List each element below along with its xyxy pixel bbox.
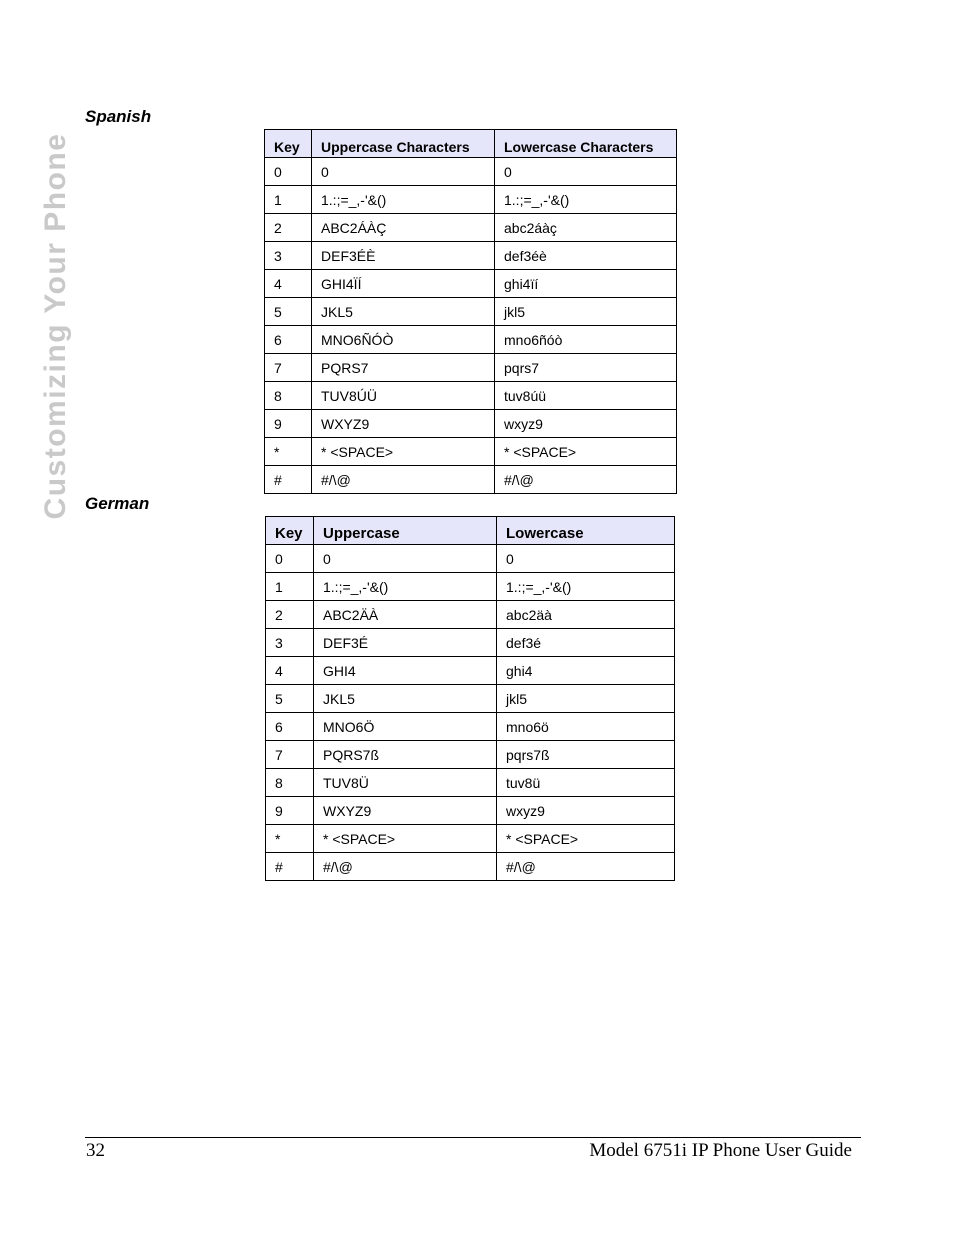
uppercase-cell: PQRS7ß xyxy=(314,741,497,769)
lowercase-cell: abc2áàç xyxy=(495,214,677,242)
uppercase-cell: * <SPACE> xyxy=(314,825,497,853)
uppercase-cell: GHI4ÏÍ xyxy=(312,270,495,298)
chapter-side-tab-label: Customizing Your Phone xyxy=(39,132,72,520)
uppercase-cell: 1.:;=_,-'&() xyxy=(314,573,497,601)
table-row xyxy=(266,573,675,601)
key-cell: 3 xyxy=(265,242,312,270)
table-row xyxy=(265,326,677,354)
table-row xyxy=(265,158,677,186)
uppercase-cell: MNO6ÑÓÒ xyxy=(312,326,495,354)
table-row xyxy=(265,382,677,410)
table-row xyxy=(266,545,675,573)
key-cell: 4 xyxy=(266,657,314,685)
uppercase-cell: #/\@ xyxy=(312,466,495,494)
uppercase-cell: 0 xyxy=(312,158,495,186)
lowercase-cell: ghi4ïí xyxy=(495,270,677,298)
table-row xyxy=(266,769,675,797)
footer-divider xyxy=(85,1137,861,1138)
lowercase-cell: 0 xyxy=(495,158,677,186)
key-cell: # xyxy=(266,853,314,881)
column-header-uppercase: Uppercase Characters xyxy=(312,130,495,158)
uppercase-cell: ABC2ÁÀÇ xyxy=(312,214,495,242)
key-cell: 8 xyxy=(265,382,312,410)
lowercase-cell: mno6ö xyxy=(497,713,675,741)
uppercase-cell: PQRS7 xyxy=(312,354,495,382)
key-cell: 7 xyxy=(265,354,312,382)
table-row xyxy=(266,601,675,629)
key-cell: 6 xyxy=(265,326,312,354)
column-header-lowercase: Lowercase Characters xyxy=(495,130,677,158)
lowercase-cell: 1.:;=_,-'&() xyxy=(495,186,677,214)
lowercase-cell: #/\@ xyxy=(495,466,677,494)
column-header-lowercase: Lowercase xyxy=(497,517,675,545)
key-cell: 1 xyxy=(265,186,312,214)
key-cell: 7 xyxy=(266,741,314,769)
lowercase-cell: * <SPACE> xyxy=(497,825,675,853)
table-header-row xyxy=(266,517,675,545)
lowercase-cell: jkl5 xyxy=(497,685,675,713)
lowercase-cell: #/\@ xyxy=(497,853,675,881)
key-cell: 8 xyxy=(266,769,314,797)
column-header-key: Key xyxy=(266,517,314,545)
uppercase-cell: WXYZ9 xyxy=(314,797,497,825)
key-cell: * xyxy=(266,825,314,853)
uppercase-cell: * <SPACE> xyxy=(312,438,495,466)
column-header-uppercase: Uppercase xyxy=(314,517,497,545)
table-row xyxy=(266,741,675,769)
uppercase-cell: DEF3É xyxy=(314,629,497,657)
uppercase-cell: #/\@ xyxy=(314,853,497,881)
key-cell: 0 xyxy=(266,545,314,573)
key-cell: 6 xyxy=(266,713,314,741)
uppercase-cell: 0 xyxy=(314,545,497,573)
lowercase-cell: wxyz9 xyxy=(497,797,675,825)
key-cell: 5 xyxy=(265,298,312,326)
page-number: 32 xyxy=(86,1140,105,1161)
table-row xyxy=(265,354,677,382)
table-row xyxy=(266,853,675,881)
table-row xyxy=(265,214,677,242)
uppercase-cell: DEF3ÉÈ xyxy=(312,242,495,270)
table-row xyxy=(266,657,675,685)
table-header-row xyxy=(265,130,677,158)
uppercase-cell: GHI4 xyxy=(314,657,497,685)
lowercase-cell: pqrs7ß xyxy=(497,741,675,769)
table-row xyxy=(266,713,675,741)
table-row xyxy=(266,825,675,853)
key-cell: 9 xyxy=(265,410,312,438)
lowercase-cell: mno6ñóò xyxy=(495,326,677,354)
spanish-section-title: Spanish xyxy=(85,107,152,126)
key-cell: 1 xyxy=(266,573,314,601)
key-cell: 5 xyxy=(266,685,314,713)
lowercase-cell: tuv8úü xyxy=(495,382,677,410)
uppercase-cell: WXYZ9 xyxy=(312,410,495,438)
lowercase-cell: wxyz9 xyxy=(495,410,677,438)
table-row xyxy=(266,685,675,713)
lowercase-cell: 0 xyxy=(497,545,675,573)
table-row xyxy=(265,410,677,438)
lowercase-cell: def3éè xyxy=(495,242,677,270)
table-row xyxy=(265,438,677,466)
lowercase-cell: def3é xyxy=(497,629,675,657)
table-row xyxy=(265,298,677,326)
lowercase-cell: ghi4 xyxy=(497,657,675,685)
table-row xyxy=(265,186,677,214)
german-section-title: German xyxy=(85,494,150,513)
lowercase-cell: tuv8ü xyxy=(497,769,675,797)
chapter-side-tab xyxy=(22,108,90,544)
lowercase-cell: 1.:;=_,-'&() xyxy=(497,573,675,601)
lowercase-cell: jkl5 xyxy=(495,298,677,326)
guide-title: Model 6751i IP Phone User Guide xyxy=(589,1140,852,1161)
key-cell: 9 xyxy=(266,797,314,825)
key-cell: 2 xyxy=(265,214,312,242)
key-cell: 2 xyxy=(266,601,314,629)
uppercase-cell: 1.:;=_,-'&() xyxy=(312,186,495,214)
table-row xyxy=(265,466,677,494)
table-row xyxy=(265,242,677,270)
lowercase-cell: pqrs7 xyxy=(495,354,677,382)
german-character-table xyxy=(265,516,675,881)
table-row xyxy=(265,270,677,298)
uppercase-cell: TUV8ÚÜ xyxy=(312,382,495,410)
key-cell: * xyxy=(265,438,312,466)
table-row xyxy=(266,797,675,825)
key-cell: # xyxy=(265,466,312,494)
key-cell: 3 xyxy=(266,629,314,657)
uppercase-cell: TUV8Ü xyxy=(314,769,497,797)
key-cell: 4 xyxy=(265,270,312,298)
uppercase-cell: JKL5 xyxy=(314,685,497,713)
uppercase-cell: JKL5 xyxy=(312,298,495,326)
table-row xyxy=(266,629,675,657)
uppercase-cell: ABC2ÄÀ xyxy=(314,601,497,629)
key-cell: 0 xyxy=(265,158,312,186)
uppercase-cell: MNO6Ö xyxy=(314,713,497,741)
column-header-key: Key xyxy=(265,130,312,158)
lowercase-cell: * <SPACE> xyxy=(495,438,677,466)
lowercase-cell: abc2äà xyxy=(497,601,675,629)
spanish-character-table xyxy=(264,129,677,494)
